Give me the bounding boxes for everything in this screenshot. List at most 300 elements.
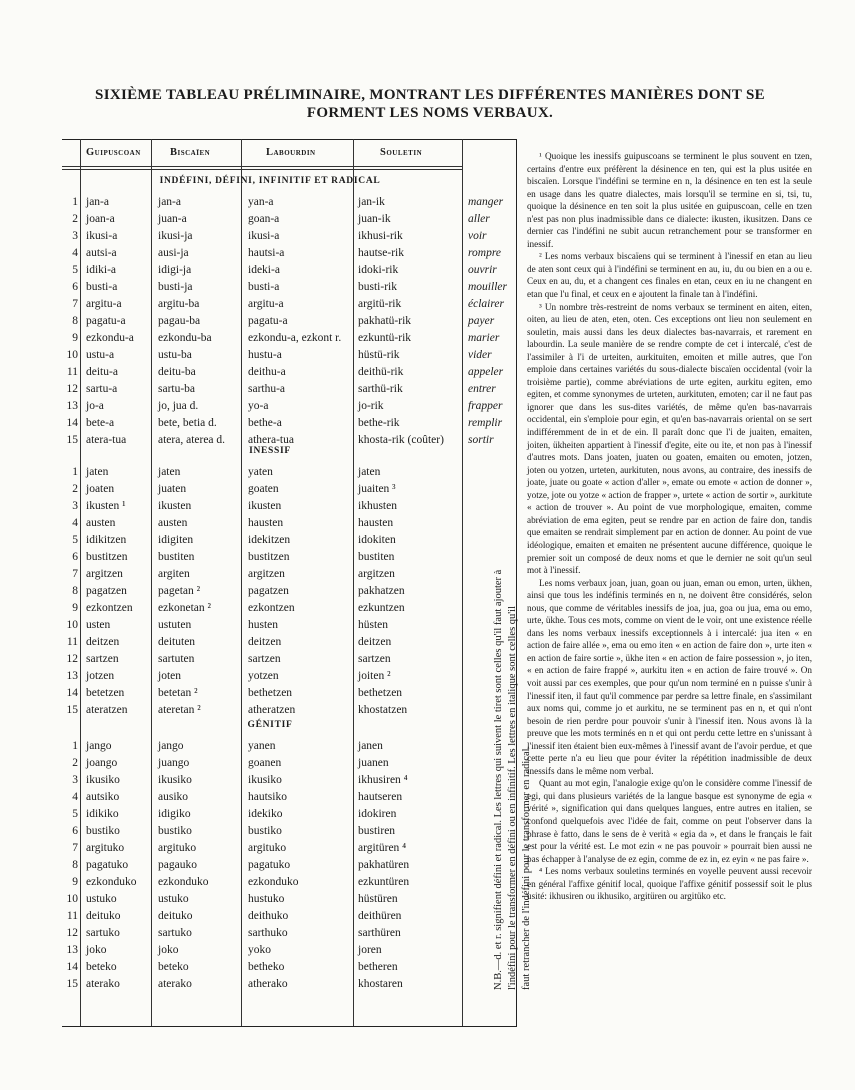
cell-souletin: pakhatü-rik (358, 315, 412, 327)
cell-guipuscoan: jan-a (86, 196, 109, 208)
cell-labourdin: hustuko (248, 893, 285, 905)
row-number: 6 (72, 825, 78, 837)
header-biscaien: Biscaïen (170, 147, 211, 158)
table-row (0, 364, 520, 381)
cell-biscaien: ausiko (158, 791, 189, 803)
cell-biscaien: argitu-ba (158, 298, 200, 310)
cell-souletin: ezkuntüren (358, 876, 410, 888)
table-row (0, 549, 520, 566)
cell-souletin: sarthü-rik (358, 383, 403, 395)
row-number: 5 (72, 808, 78, 820)
row-number: 14 (66, 417, 78, 429)
cell-souletin: ezkuntü-rik (358, 332, 412, 344)
cell-french: rompre (468, 247, 502, 259)
cell-souletin: argitü-rik (358, 298, 402, 310)
cell-souletin: hautseren (358, 791, 403, 803)
cell-souletin: ikhusiren ⁴ (358, 774, 408, 786)
cell-guipuscoan: autsi-a (86, 247, 117, 259)
row-number: 13 (66, 944, 78, 956)
cell-guipuscoan: austen (86, 517, 116, 529)
cell-souletin: argitüren ⁴ (358, 842, 407, 854)
footnote: ¹ Quoique les inessifs guipuscoans se terminent le plus souvent en tzen, certains d'entre eux préfèrent la désinence en ten, qui est la plus usitée en biscaïen. Lorsque l'indéfini se termine en n, la désinence en ten est la seule en usage dans les quatre dialectes, mais lorsqu'il se termine en si, tsi, tu, quoique la désinence en ten soit la plus usitée en guipuscoan, celle en tzen n'est pas non plus inadmissible dans ce dialecte: ikusten, ikusitzen. Dans ce dernier cas l'indéfini ne subit aucun retranchement pour se transformer en inessif. (527, 151, 812, 249)
footnote: ⁴ Les noms verbaux souletins terminés en voyelle peuvent aussi recevoir en général l'affixe génitif local, quoique l'affixe génitif possessif soit le plus usité: ikhusiren ou ikhusiko, argitüren ou argitüko etc. (527, 866, 812, 902)
cell-souletin: idoki-rik (358, 264, 399, 276)
cell-guipuscoan: idiki-a (86, 264, 117, 276)
cell-guipuscoan: pagatuko (86, 859, 129, 871)
table-row (0, 296, 520, 313)
cell-biscaien: jango (158, 740, 184, 752)
cell-biscaien: pagetan ² (158, 585, 201, 597)
cell-souletin: argitzen (358, 568, 395, 580)
cell-biscaien: ikusi-ja (158, 230, 193, 242)
cell-french: voir (468, 230, 487, 242)
cell-souletin: idokiten (358, 534, 396, 546)
footnote: ² Les noms verbaux biscaïens qui se terminent à l'inessif en etan au lieu de aten sont ceux qui à l'indéfini se terminent en au, iu, du ou bien en a ou e. Ceux en au, du, et a changent ces finales en etan, ceux en iu ne changent en etan que l'u final, et ceux en e ajoutent la finale tan à l'indéfini. (527, 251, 812, 300)
cell-labourdin: sarthuko (248, 927, 288, 939)
row-number: 1 (72, 740, 78, 752)
cell-biscaien: ateretan ² (158, 704, 201, 716)
cell-labourdin: husten (248, 619, 279, 631)
table-row (0, 381, 520, 398)
row-number: 7 (72, 298, 78, 310)
cell-souletin: sarthüren (358, 927, 401, 939)
cell-guipuscoan: ezkonduko (86, 876, 137, 888)
cell-souletin: hüsten (358, 619, 389, 631)
cell-french: remplir (468, 417, 503, 429)
row-number: 2 (72, 483, 78, 495)
cell-biscaien: argituko (158, 842, 197, 854)
cell-souletin: juanen (358, 757, 389, 769)
cell-guipuscoan: idikiko (86, 808, 119, 820)
cell-souletin: khostatzen (358, 704, 408, 716)
row-number: 14 (66, 687, 78, 699)
page-title-line-1: SIXIÈME TABLEAU PRÉLIMINAIRE, MONTRANT LES DIFFÉRENTES MANIÈRES DONT SE (95, 87, 765, 103)
table-row (0, 840, 520, 857)
cell-souletin: ikhusten (358, 500, 397, 512)
table-row (0, 823, 520, 840)
row-number: 4 (72, 517, 78, 529)
cell-biscaien: bustiten (158, 551, 195, 563)
row-number: 8 (72, 315, 78, 327)
row-number: 3 (72, 500, 78, 512)
cell-souletin: deithü-rik (358, 366, 404, 378)
cell-souletin: ezkuntzen (358, 602, 405, 614)
cell-labourdin: hautsi-a (248, 247, 285, 259)
table-row (0, 857, 520, 874)
row-number: 2 (72, 757, 78, 769)
cell-biscaien: aterako (158, 978, 192, 990)
cell-biscaien: betetan ² (158, 687, 198, 699)
cell-biscaien: pagau-ba (158, 315, 201, 327)
cell-labourdin: pagatu-a (248, 315, 288, 327)
cell-guipuscoan: ikusiko (86, 774, 120, 786)
cell-labourdin: ezkondu-a, ezkont r. (248, 332, 342, 344)
cell-guipuscoan: ustuko (86, 893, 117, 905)
cell-labourdin: yaten (248, 466, 273, 478)
cell-biscaien: idigiko (158, 808, 191, 820)
row-number: 11 (66, 366, 78, 378)
footnote: ³ Un nombre très-restreint de noms verbaux se terminent en aiten, eiten, oiten, au lieu de aten, eten, oten. Ces exceptions ont lieu non seulement en souletin, mais aussi dans les deux dialectes bas-navarrais, et rarement en labourdin. La seule manière de se rendre compte de cet i intercalé, c'est de l'assimiler à l'i de urteiten, aurkituiten, emoiten et mille autres, que l'on emploie dans certaines variétés du sous-dialecte biscaïen occidental (voir la troisième partie), comme abréviations de urte egiten, aurkitu egiten, emo egiten, et comme synonymes de urteten, aurkituten, emoten; car il ne faut pas ignorer que dans les sus-dites variétés, de même qu'en bas-navarrais occidental, ein s'emploie pour egin, et qu'en bas-navarrais oriental on se sert indifféremment de in et de ein. Il paraît donc que l'i de juaiten, emaiten, joiten, ükheiten appartient à l'inessif d'egite, eite ou ite, et non pas à l'inessif d'autres mots. Dans joaten, juaten ou goaten, emaiten ou emoten, jotzen, joten ou yotzen, urteten, aurkituten, nous avons, au contraire, des inessifs de joate, juate ou goate « action d'aller », emate ou emote « action de donner », yotze, jote ou yotze « action de frapper », urtete « action de sortir », aurkitute « action de trouver ». Au point de vue morphologique, emaiten, comme abréviation de ema egiten, peut se rendre par en action de faire don, tandis que emaiten se rendrait simplement par en action de donner. Au point de vue idéologique, emaiten et emaiten ne présentent aucune différence, quoique le premier soit un composé de deux noms et que le dernier ne soit qu'un seul mot à l'inessif. (527, 301, 812, 576)
cell-biscaien: jan-a (158, 196, 181, 208)
cell-guipuscoan: deituko (86, 910, 121, 922)
cell-souletin: joren (358, 944, 382, 956)
row-number: 5 (72, 534, 78, 546)
table-row (0, 600, 520, 617)
cell-biscaien: juaten (158, 483, 187, 495)
row-number: 12 (66, 383, 78, 395)
cell-souletin: pakhatzen (358, 585, 405, 597)
table-row (0, 262, 520, 279)
cell-guipuscoan: usten (86, 619, 111, 631)
row-number: 10 (66, 619, 78, 631)
table-row (0, 583, 520, 600)
row-number: 3 (72, 230, 78, 242)
cell-guipuscoan: ustu-a (86, 349, 115, 361)
row-number: 8 (72, 859, 78, 871)
row-number: 1 (72, 466, 78, 478)
row-number: 9 (72, 602, 78, 614)
section-title: GÉNITIF (247, 720, 293, 730)
cell-guipuscoan: joko (86, 944, 107, 956)
table-row (0, 498, 520, 515)
table-row (0, 959, 520, 976)
cell-labourdin: deithuko (248, 910, 289, 922)
table-row (0, 532, 520, 549)
cell-labourdin: deithu-a (248, 366, 286, 378)
table-row (0, 617, 520, 634)
cell-souletin: ikhusi-rik (358, 230, 403, 242)
cell-labourdin: pagatzen (248, 585, 289, 597)
table-row (0, 685, 520, 702)
cell-souletin: hüstü-rik (358, 349, 400, 361)
cell-guipuscoan: aterako (86, 978, 120, 990)
cell-labourdin: ikusi-a (248, 230, 280, 242)
cell-guipuscoan: ikusten ¹ (86, 500, 126, 512)
row-number: 12 (66, 927, 78, 939)
table-row (0, 398, 520, 415)
table-row (0, 668, 520, 685)
cell-labourdin: busti-a (248, 281, 280, 293)
cell-labourdin: bustiko (248, 825, 282, 837)
cell-souletin: hüstüren (358, 893, 398, 905)
cell-guipuscoan: atera-tua (86, 434, 127, 446)
cell-guipuscoan: ezkondu-a (86, 332, 134, 344)
cell-labourdin: argituko (248, 842, 287, 854)
cell-biscaien: ustuten (158, 619, 192, 631)
table-row (0, 211, 520, 228)
cell-biscaien: ezkonetan ² (158, 602, 211, 614)
cell-biscaien: bustiko (158, 825, 192, 837)
cell-biscaien: sartuten (158, 653, 195, 665)
cell-french: aller (468, 213, 490, 225)
cell-labourdin: yanen (248, 740, 276, 752)
cell-labourdin: idekiko (248, 808, 283, 820)
table-row (0, 702, 520, 719)
page-title-line-2: FORMENT LES NOMS VERBAUX. (306, 105, 554, 121)
table-row (0, 279, 520, 296)
table-row (0, 651, 520, 668)
cell-biscaien: ustu-ba (158, 349, 192, 361)
cell-guipuscoan: joaten (86, 483, 115, 495)
cell-labourdin: goan-a (248, 213, 280, 225)
cell-guipuscoan: jo-a (86, 400, 104, 412)
table-row (0, 228, 520, 245)
cell-guipuscoan: ezkontzen (86, 602, 133, 614)
cell-biscaien: juango (158, 757, 190, 769)
cell-guipuscoan: sartzen (86, 653, 119, 665)
header-rule (62, 166, 462, 167)
cell-biscaien: atera, aterea d. (158, 434, 226, 446)
cell-souletin: sartzen (358, 653, 391, 665)
row-number: 11 (66, 910, 78, 922)
cell-labourdin: pagatuko (248, 859, 291, 871)
header-rule (62, 169, 462, 170)
table-row (0, 755, 520, 772)
header-souletin: Souletin (380, 147, 423, 158)
cell-biscaien: deitu-ba (158, 366, 196, 378)
table-row (0, 925, 520, 942)
cell-guipuscoan: jango (86, 740, 112, 752)
cell-labourdin: sarthu-a (248, 383, 286, 395)
cell-biscaien: busti-ja (158, 281, 193, 293)
cell-biscaien: ustuko (158, 893, 189, 905)
cell-labourdin: ezkontzen (248, 602, 295, 614)
row-number: 10 (66, 349, 78, 361)
row-number: 13 (66, 400, 78, 412)
cell-souletin: joiten ² (358, 670, 391, 682)
cell-biscaien: austen (158, 517, 188, 529)
cell-biscaien: bete, betia d. (158, 417, 217, 429)
header-labourdin: Labourdin (266, 147, 316, 158)
cell-biscaien: beteko (158, 961, 189, 973)
row-number: 1 (72, 196, 78, 208)
table-row (0, 874, 520, 891)
table-row (0, 415, 520, 432)
table-row (0, 313, 520, 330)
cell-guipuscoan: sartuko (86, 927, 120, 939)
cell-biscaien: ikusiko (158, 774, 192, 786)
cell-souletin: busti-rik (358, 281, 397, 293)
cell-french: frapper (468, 400, 503, 412)
cell-souletin: khostaren (358, 978, 403, 990)
table-row (0, 566, 520, 583)
cell-labourdin: ideki-a (248, 264, 280, 276)
cell-labourdin: atheratzen (248, 704, 296, 716)
cell-french: manger (468, 196, 504, 208)
cell-biscaien: joko (158, 944, 179, 956)
table-row (0, 738, 520, 755)
cell-souletin: juaiten ³ (358, 483, 396, 495)
cell-labourdin: hausten (248, 517, 284, 529)
cell-guipuscoan: pagatzen (86, 585, 127, 597)
cell-french: mouiller (468, 281, 507, 293)
cell-guipuscoan: busti-a (86, 281, 118, 293)
row-number: 14 (66, 961, 78, 973)
cell-labourdin: bethetzen (248, 687, 293, 699)
cell-labourdin: yotzen (248, 670, 279, 682)
row-number: 9 (72, 332, 78, 344)
cell-biscaien: ausi-ja (158, 247, 189, 259)
row-number: 7 (72, 568, 78, 580)
table-row (0, 515, 520, 532)
table-row (0, 976, 520, 993)
table-row (0, 908, 520, 925)
cell-labourdin: hustu-a (248, 349, 282, 361)
cell-french: marier (468, 332, 500, 344)
cell-souletin: deithüren (358, 910, 402, 922)
row-number: 15 (66, 434, 78, 446)
cell-french: payer (468, 315, 495, 327)
cell-souletin: jo-rik (358, 400, 384, 412)
cell-guipuscoan: deitzen (86, 636, 120, 648)
cell-guipuscoan: bustitzen (86, 551, 128, 563)
cell-souletin: deitzen (358, 636, 392, 648)
cell-souletin: bethe-rik (358, 417, 400, 429)
table-row (0, 772, 520, 789)
nb-note-line: N.B.—d. et r. signifient défini et radical. Les lettres qui suivent le tiret sont celles qu'il faut ajouter à (493, 569, 504, 990)
cell-labourdin: betheko (248, 961, 285, 973)
table-row (0, 891, 520, 908)
table-row (0, 806, 520, 823)
cell-guipuscoan: joango (86, 757, 118, 769)
cell-guipuscoan: joan-a (86, 213, 115, 225)
cell-biscaien: ezkondu-ba (158, 332, 212, 344)
cell-biscaien: idigiten (158, 534, 194, 546)
cell-souletin: jan-ik (358, 196, 385, 208)
row-number: 15 (66, 978, 78, 990)
cell-guipuscoan: deitu-a (86, 366, 118, 378)
cell-souletin: bustiten (358, 551, 395, 563)
cell-labourdin: bethe-a (248, 417, 282, 429)
table-row (0, 481, 520, 498)
cell-labourdin: yan-a (248, 196, 274, 208)
cell-souletin: khosta-rik (coûter) (358, 434, 444, 446)
row-number: 12 (66, 653, 78, 665)
cell-souletin: hausten (358, 517, 394, 529)
cell-biscaien: juan-a (158, 213, 187, 225)
cell-labourdin: bustitzen (248, 551, 290, 563)
cell-souletin: bustiren (358, 825, 396, 837)
row-number: 2 (72, 213, 78, 225)
cell-souletin: bethetzen (358, 687, 403, 699)
row-number: 4 (72, 247, 78, 259)
section-title: INESSIF (249, 446, 291, 456)
section-title: INDÉFINI, DÉFINI, INFINITIF ET RADICAL (159, 176, 381, 186)
cell-souletin: betheren (358, 961, 398, 973)
cell-french: entrer (468, 383, 496, 395)
row-number: 6 (72, 551, 78, 563)
cell-french: appeler (468, 366, 504, 378)
cell-guipuscoan: bustiko (86, 825, 120, 837)
cell-labourdin: athera-tua (248, 434, 294, 446)
header-guipuscoan: Guipuscoan (86, 147, 141, 158)
cell-guipuscoan: betetzen (86, 687, 125, 699)
cell-french: sortir (468, 434, 494, 446)
row-number: 13 (66, 670, 78, 682)
row-number: 11 (66, 636, 78, 648)
cell-biscaien: argiten (158, 568, 190, 580)
cell-guipuscoan: autsiko (86, 791, 120, 803)
cell-guipuscoan: pagatu-a (86, 315, 126, 327)
row-number: 15 (66, 704, 78, 716)
cell-souletin: janen (358, 740, 383, 752)
cell-guipuscoan: ikusi-a (86, 230, 118, 242)
footnote: Quant au mot egin, l'analogie exige qu'on le considère comme l'inessif de egi, qui dans plusieurs variétés de la langue basque est synonyme de egia « vérité », signification qui dans quelques langues, entre autres en italien, se confond quelquefois avec l'idée de fait, comme on peut l'observer dans la phrase è fatto, dans le sens de è verità « egia da », et dans le français le fait est pour la vérité est. Le mot ezin « ne pas pouvoir » pourrait bien aussi ne pas échapper à l'analyse de ez egin, comme de ez in, ez eyin « ne pas faire ». (527, 778, 812, 864)
cell-biscaien: deituten (158, 636, 196, 648)
cell-biscaien: sartu-ba (158, 383, 196, 395)
cell-guipuscoan: argitzen (86, 568, 123, 580)
cell-souletin: hautse-rik (358, 247, 404, 259)
cell-guipuscoan: beteko (86, 961, 117, 973)
cell-labourdin: sartzen (248, 653, 281, 665)
table-row (0, 789, 520, 806)
cell-labourdin: ezkonduko (248, 876, 299, 888)
table-row (0, 634, 520, 651)
row-number: 8 (72, 585, 78, 597)
table-row (0, 194, 520, 211)
cell-labourdin: goanen (248, 757, 282, 769)
cell-souletin: juan-ik (358, 213, 391, 225)
cell-guipuscoan: ateratzen (86, 704, 128, 716)
cell-labourdin: atherako (248, 978, 288, 990)
row-number: 9 (72, 876, 78, 888)
cell-guipuscoan: jotzen (86, 670, 115, 682)
cell-biscaien: jo, jua d. (158, 400, 199, 412)
row-number: 7 (72, 842, 78, 854)
cell-biscaien: ezkonduko (158, 876, 209, 888)
cell-souletin: jaten (358, 466, 381, 478)
cell-french: éclairer (468, 298, 504, 310)
cell-biscaien: sartuko (158, 927, 192, 939)
table-row (0, 464, 520, 481)
cell-biscaien: ikusten (158, 500, 192, 512)
cell-labourdin: ikusiko (248, 774, 282, 786)
cell-souletin: idokiren (358, 808, 397, 820)
nb-note-line: faut retrancher de l'indéfini pour le transformer en radical. (521, 745, 532, 990)
cell-biscaien: joten (158, 670, 181, 682)
row-number: 4 (72, 791, 78, 803)
table-row (0, 347, 520, 364)
row-number: 3 (72, 774, 78, 786)
row-number: 10 (66, 893, 78, 905)
cell-labourdin: argitzen (248, 568, 285, 580)
cell-guipuscoan: sartu-a (86, 383, 118, 395)
cell-french: vider (468, 349, 492, 361)
cell-guipuscoan: idikitzen (86, 534, 127, 546)
cell-labourdin: deitzen (248, 636, 282, 648)
cell-guipuscoan: jaten (86, 466, 109, 478)
cell-labourdin: goaten (248, 483, 279, 495)
cell-biscaien: jaten (158, 466, 181, 478)
cell-labourdin: ikusten (248, 500, 282, 512)
cell-guipuscoan: argitu-a (86, 298, 122, 310)
cell-biscaien: deituko (158, 910, 193, 922)
footnotes (527, 150, 812, 903)
footnote: Les noms verbaux joan, juan, goan ou juan, eman ou emon, urten, ükhen, ainsi que tous les indéfinis terminés en n, ne doivent être considérés, selon nous, que comme de véritables inessifs de joa, jua, goa ou jua, ema ou emo, urte, ükhe. Tous ces mots, comme on vient de le voir, ont une existence réelle dans les noms verbaux inessifs exceptionnels à i intercalé: jua iten « en action de faire allée », ema ou emo iten « en action de faire don », urte iten « en action de faire sortie », ükhe iten « en action de faire possession », jo iten, « en action de faire frappé », aurkitu iten « en action de faire trouvé ». On voit aussi par ces exemples, que pour qu'un nom terminé en n puisse s'unir à l'inessif iten, il faut qu'il commence par perdre sa lettre finale, en s'assimilant aux noms qui, comme jo et aurkitu, ne se terminent pas en n, et qui n'ont besoin de rien perdre pour pouvoir s'unir à l'inessif iten. Nous avons là la preuve que les mots terminés en n et qui ont perdu cette lettre en s'unissant à l'inessif iten étaient bien eux-mêmes à l'inessif avant de l'avoir perdue, et que cette perte n'a eu lieu que pour éviter la répétition inadmissible de deux inessifs dans le même nom verbal. (527, 577, 812, 776)
table-row (0, 330, 520, 347)
cell-guipuscoan: argituko (86, 842, 125, 854)
cell-french: ouvrir (468, 264, 497, 276)
cell-labourdin: yoko (248, 944, 271, 956)
table-row (0, 942, 520, 959)
nb-note-line: l'indéfini pour le transformer en défini ou en infinitif. Les lettres en italique sont celles qu'il (507, 605, 518, 990)
cell-labourdin: idekitzen (248, 534, 291, 546)
cell-guipuscoan: bete-a (86, 417, 115, 429)
cell-labourdin: argitu-a (248, 298, 284, 310)
row-number: 6 (72, 281, 78, 293)
cell-labourdin: hautsiko (248, 791, 287, 803)
row-number: 5 (72, 264, 78, 276)
